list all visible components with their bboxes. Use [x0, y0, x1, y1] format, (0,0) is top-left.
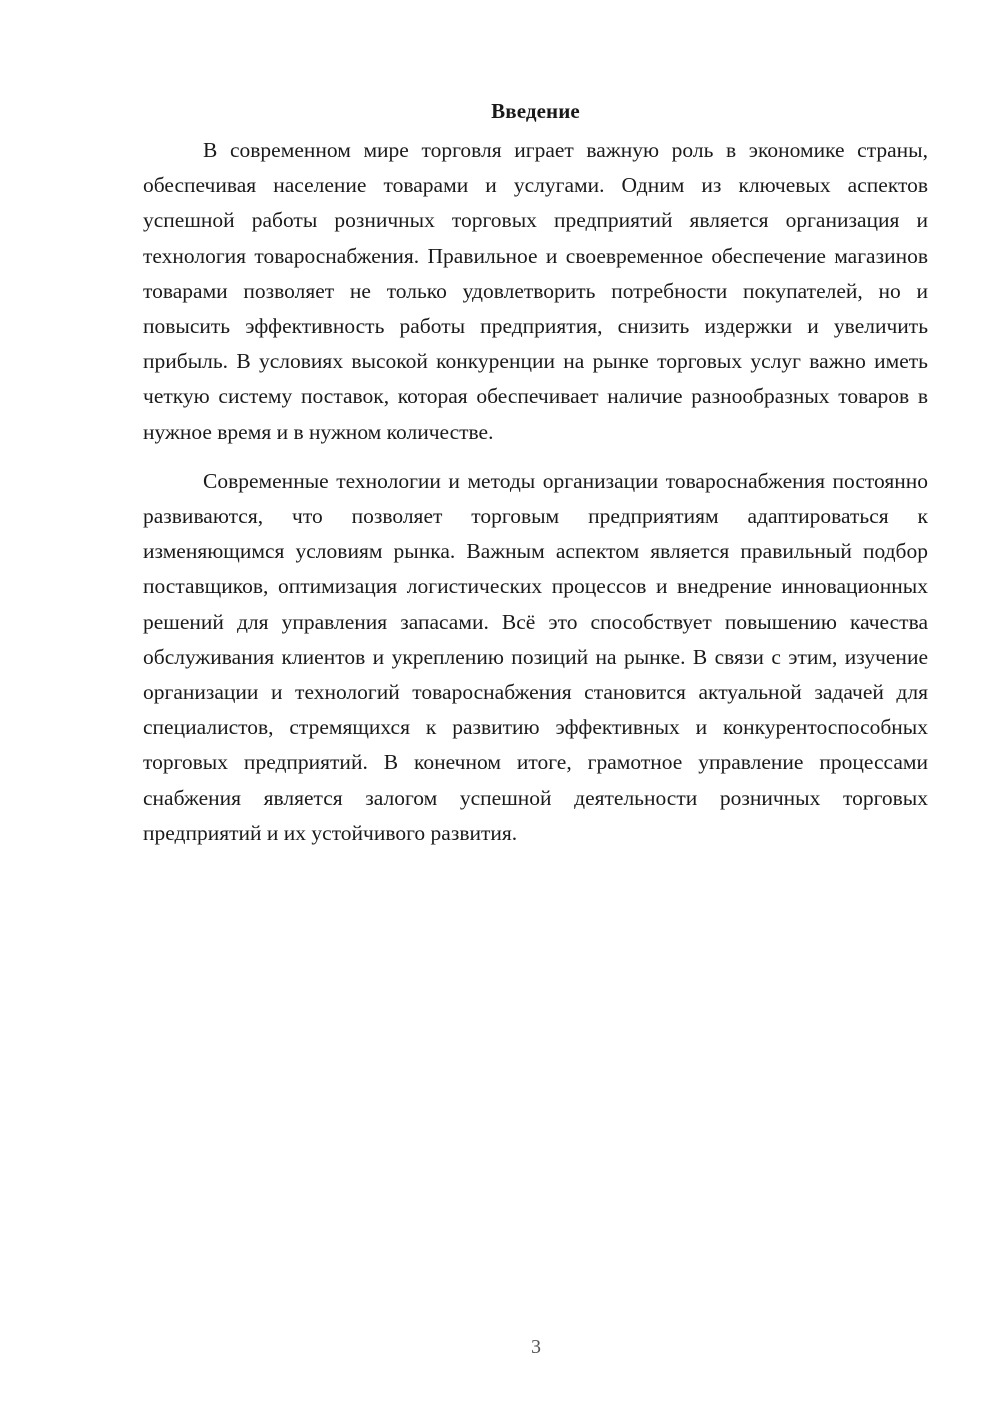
paragraph-2: Современные технологии и методы организации товароснабжения постоянно развиваются, что позволяет торговым предприятиям адаптироваться к изменяющимся условиям рынка. Важным аспектом является правильный подбор поставщиков, оптимизация логистических процессов и внедрение инновационных решений для управления запасами. Всё это способствует повышению качества обслуживания клиентов и укреплению позиций на рынке. В связи с этим, изучение организации и технологий товароснабжения становится актуальной задачей для специалистов, стремящихся к развитию эффективных и конкурентоспособных торговых предприятий. В конечном итоге, грамотное управление процессами снабжения является залогом успешной деятельности розничных торговых предприятий и их устойчивого развития.: [143, 468, 928, 845]
page-number: 3: [531, 1336, 541, 1358]
section-heading: Введение: [491, 99, 580, 123]
paragraph-1: В современном мире торговля играет важную роль в экономике страны, обеспечивая население товарами и услугами. Одним из ключевых аспектов успешной работы розничных торговых предприятий является организация и технология товароснабжения. Правильное и своевременное обеспечение магазинов товарами позволяет не только удовлетворить потребности покупателей, но и повысить эффективность работы предприятия, снизить издержки и увеличить прибыль. В условиях высокой конкуренции на рынке торговых услуг важно иметь четкую систему поставок, которая обеспечивает наличие разнообразных товаров в нужное время и в нужном количестве.: [143, 138, 928, 444]
page-content: [143, 96, 928, 851]
